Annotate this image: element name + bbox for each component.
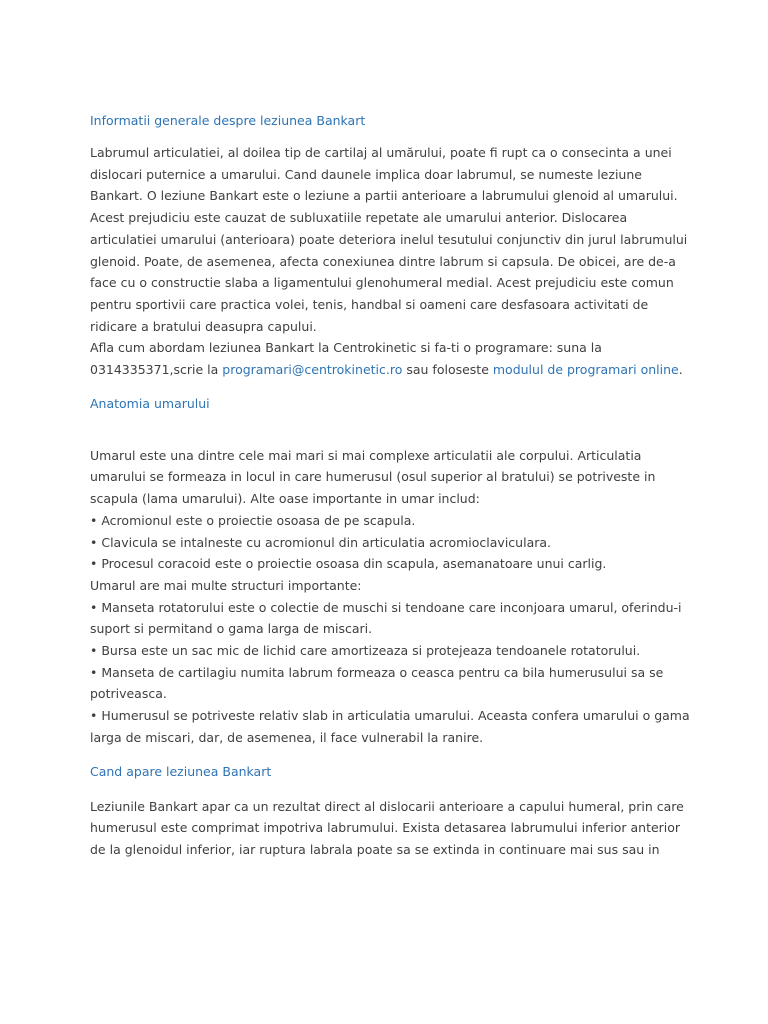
- contact-prefix: 0314335371,scrie la: [90, 362, 223, 378]
- bullet-item: • Manseta rotatorului este o colectie de muschi si tendoane care inconjoara umarul, oferindu-i: [90, 599, 682, 615]
- text-line: glenoid. Poate, de asemenea, afecta conexiunea dintre labrum si capsula. De obicei, are de-a: [90, 253, 676, 269]
- text-line: Acest prejudiciu este cauzat de subluxatiile repetate ale umarului anterior. Dislocarea: [90, 210, 628, 226]
- text-line: ridicare a bratului deasupra capului.: [90, 318, 317, 334]
- text-line: de la glenoidul inferior, iar ruptura labrala poate sa se extinda in continuare mai sus sau in: [90, 841, 660, 857]
- text-line: Leziunile Bankart apar ca un rezultat direct al dislocarii anterioare a capului humeral, prin care: [90, 798, 684, 814]
- text-line: articulatiei umarului (anterioara) poate deteriora inelul tesutului conjunctiv din jurul labrumului: [90, 231, 688, 247]
- text-line: dislocari puternice a umarului. Cand daunele implica doar labrumul, se numeste leziune: [90, 166, 642, 182]
- heading-shoulder-anatomy: Anatomia umarului: [90, 395, 210, 411]
- text-line: suport si permitand o gama larga de miscari.: [90, 621, 373, 637]
- bullet-item: • Clavicula se intalneste cu acromionul din articulatia acromioclaviculara.: [90, 534, 552, 550]
- paragraph-general-info: [90, 142, 690, 381]
- text-line: Umarul are mai multe structuri importante:: [90, 577, 362, 593]
- text-line: Labrumul articulatiei, al doilea tip de cartilaj al umărului, poate fi rupt ca o consecinta a unei: [90, 145, 672, 160]
- bullet-item: • Manseta de cartilagiu numita labrum formeaza o ceasca pentru ca bila humerusului sa se: [90, 664, 664, 680]
- text-line: Afla cum abordam leziunea Bankart la Centrokinetic si fa-ti o programare: suna la: [90, 340, 602, 356]
- appointment-module-link[interactable]: modulul de programari online: [492, 362, 679, 378]
- bullet-item: • Bursa este un sac mic de lichid care amortizeaza si protejeaza tendoanele rotatorului.: [90, 643, 641, 659]
- text-line: face cu o constructie slaba a ligamentului glenohumeral medial. Acest prejudiciu este comun: [90, 275, 674, 291]
- document-body: [90, 111, 690, 861]
- bullet-item: • Humerusul se potriveste relativ slab in articulatia umarului. Aceasta confera umarului o gama: [90, 708, 690, 724]
- text-line: umarului se formeaza in locul in care humerusul (osul superior al bratului) se potriveste in: [90, 469, 656, 485]
- text-line: humerusul este comprimat impotriva labrumului. Exista detasarea labrumului inferior anterior: [90, 820, 681, 836]
- email-link[interactable]: programari@centrokinetic.ro: [222, 362, 403, 378]
- contact-middle: sau foloseste: [402, 362, 493, 378]
- contact-suffix: .: [678, 362, 683, 378]
- text-line: Bankart. O leziune Bankart este o leziune a partii anterioare a labrumului glenoid al umarului.: [90, 188, 678, 204]
- heading-bankart-general-info: Informatii generale despre leziunea Bankart: [90, 113, 366, 128]
- bullet-item: • Acromionul este o proiectie osoasa de pe scapula.: [90, 512, 416, 528]
- heading-when-bankart-occurs: Cand apare leziunea Bankart: [90, 763, 272, 779]
- paragraph-shoulder-anatomy: [90, 445, 690, 749]
- bullet-item: • Procesul coracoid este o proiectie osoasa din scapula, asemanatoare unui carlig.: [90, 556, 607, 572]
- text-line: Umarul este una dintre cele mai mari si mai complexe articulatii ale corpului. Articulatia: [90, 447, 642, 463]
- text-line: larga de miscari, dar, de asemenea, il face vulnerabil la ranire.: [90, 729, 484, 745]
- text-line: potriveasca.: [90, 686, 167, 702]
- contact-line: [90, 359, 690, 381]
- text-line: scapula (lama umarului). Alte oase importante in umar includ:: [90, 491, 480, 507]
- paragraph-when-bankart-occurs: [90, 796, 690, 861]
- text-line: pentru sportivii care practica volei, tenis, handbal si oameni care desfasoara activitati de: [90, 296, 649, 312]
